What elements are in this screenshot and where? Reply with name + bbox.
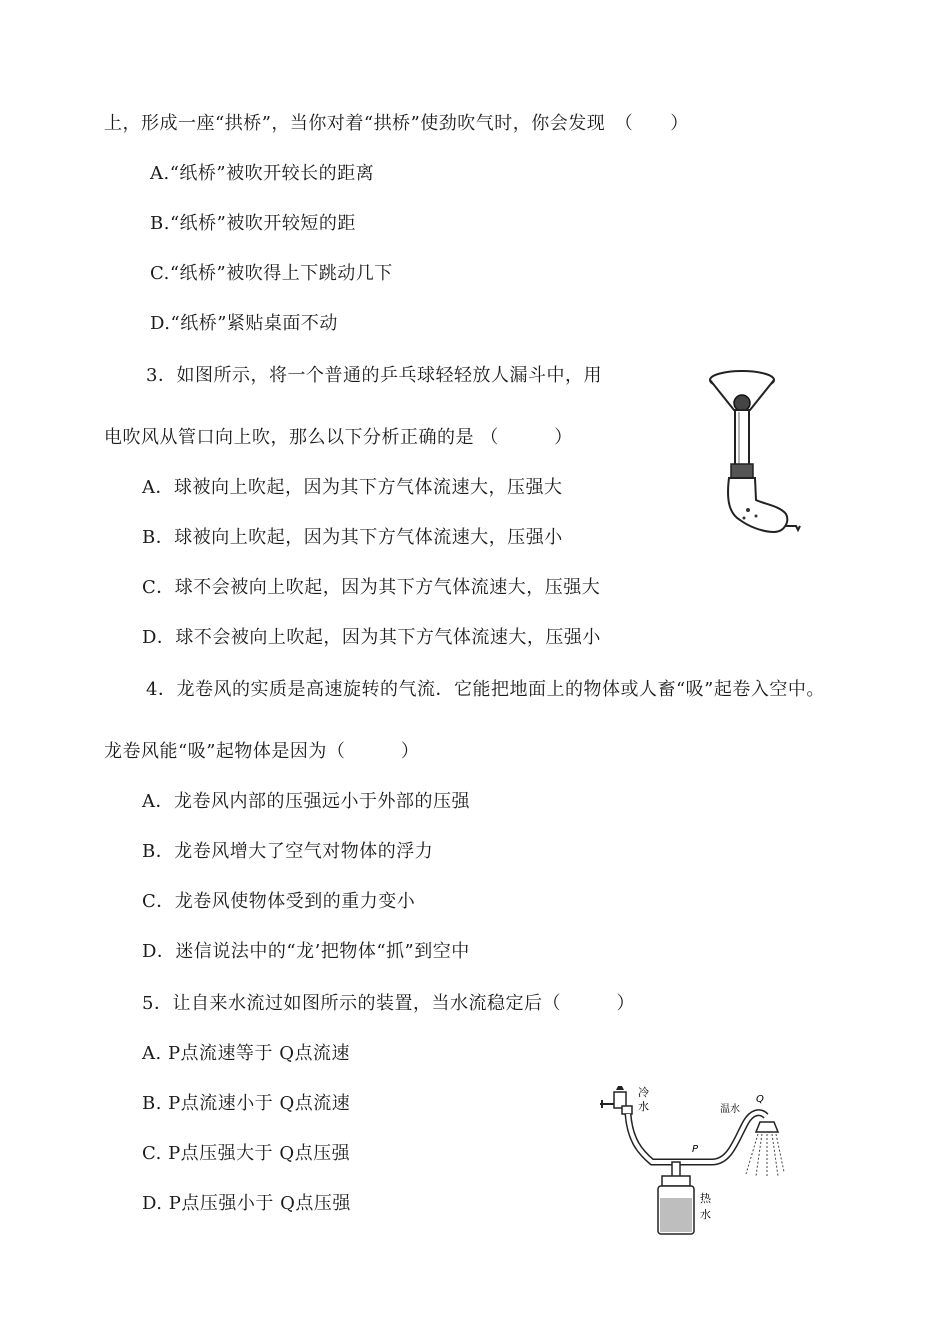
question-3-option-d: D．球不会被向上吹起，因为其下方气体流速大，压强小	[142, 627, 601, 648]
question-5-option-c: C. P点压强大于 Q点压强	[142, 1143, 351, 1164]
intro-option-a: A.“纸桥”被吹开较长的距离	[150, 163, 375, 184]
question-5-option-a: A. P点流速等于 Q点流速	[142, 1043, 351, 1064]
hot-label: 热	[700, 1192, 711, 1205]
question-3-line-1: 3．如图所示，将一个普通的乒乓球轻轻放人漏斗中，用	[146, 365, 602, 386]
funnel-hairdryer-figure	[700, 366, 806, 538]
shower-head	[756, 1122, 778, 1132]
cold-label: 冷	[638, 1086, 649, 1099]
faucet-handle	[616, 1086, 624, 1090]
hair-dryer-body	[728, 478, 787, 532]
question-5-line: 5．让自来水流过如图所示的装置，当水流稳定后（ ）	[142, 993, 635, 1014]
question-4-option-a: A．龙卷风内部的压强远小于外部的压强	[142, 791, 470, 812]
question-4-line-2: 龙卷风能“吸”起物体是因为（ ）	[104, 741, 420, 762]
intro-option-b: B.“纸桥”被吹开较短的距	[150, 213, 356, 234]
dryer-nozzle	[731, 464, 753, 478]
hot-water-label: 水	[700, 1208, 711, 1221]
intro-option-c: C.“纸桥”被吹得上下跳动几下	[150, 263, 393, 284]
question-3-line-2: 电吹风从管口向上吹，那么以下分析正确的是 （ ）	[104, 427, 573, 448]
shower-spray	[746, 1134, 784, 1178]
point-p-label: P	[692, 1144, 699, 1155]
intro-option-d: D.“纸桥”紧贴桌面不动	[150, 313, 338, 334]
dryer-cord	[786, 526, 800, 530]
question-5-option-d: D. P点压强小于 Q点压强	[142, 1193, 351, 1214]
question-3-option-a: A．球被向上吹起，因为其下方气体流速大，压强大	[142, 477, 563, 498]
question-4-line-1: 4．龙卷风的实质是高速旋转的气流．它能把地面上的物体或人畜“吸”起卷入空中。	[146, 679, 825, 700]
question-4-option-c: C．龙卷风使物体受到的重力变小	[142, 891, 416, 912]
warm-water-label: 温水	[720, 1104, 740, 1115]
cold-water-tube	[628, 1114, 712, 1162]
faucet-wall-mount	[600, 1100, 614, 1108]
bottle-water	[660, 1198, 692, 1232]
question-4-option-b: B．龙卷风增大了空气对物体的浮力	[142, 841, 434, 862]
question-4-option-d: D．迷信说法中的“龙’把物体“抓”到空中	[142, 941, 470, 962]
water-flow-apparatus-figure	[596, 1080, 786, 1240]
funnel-tube	[735, 410, 749, 466]
cold-water-label: 水	[638, 1100, 649, 1113]
bottle-neck	[662, 1176, 690, 1186]
question-5-option-b: B. P点流速小于 Q点流速	[142, 1093, 351, 1114]
point-q-label: Q	[756, 1094, 764, 1105]
question-3-option-b: B．球被向上吹起，因为其下方气体流速大，压强小	[142, 527, 563, 548]
question-intro-line: 上，形成一座“拱桥”，当你对着“拱桥”使劲吹气时，你会发现 （ ）	[104, 113, 689, 134]
question-3-option-c: C．球不会被向上吹起，因为其下方气体流速大，压强大	[142, 577, 601, 598]
ping-pong-ball	[734, 395, 750, 411]
